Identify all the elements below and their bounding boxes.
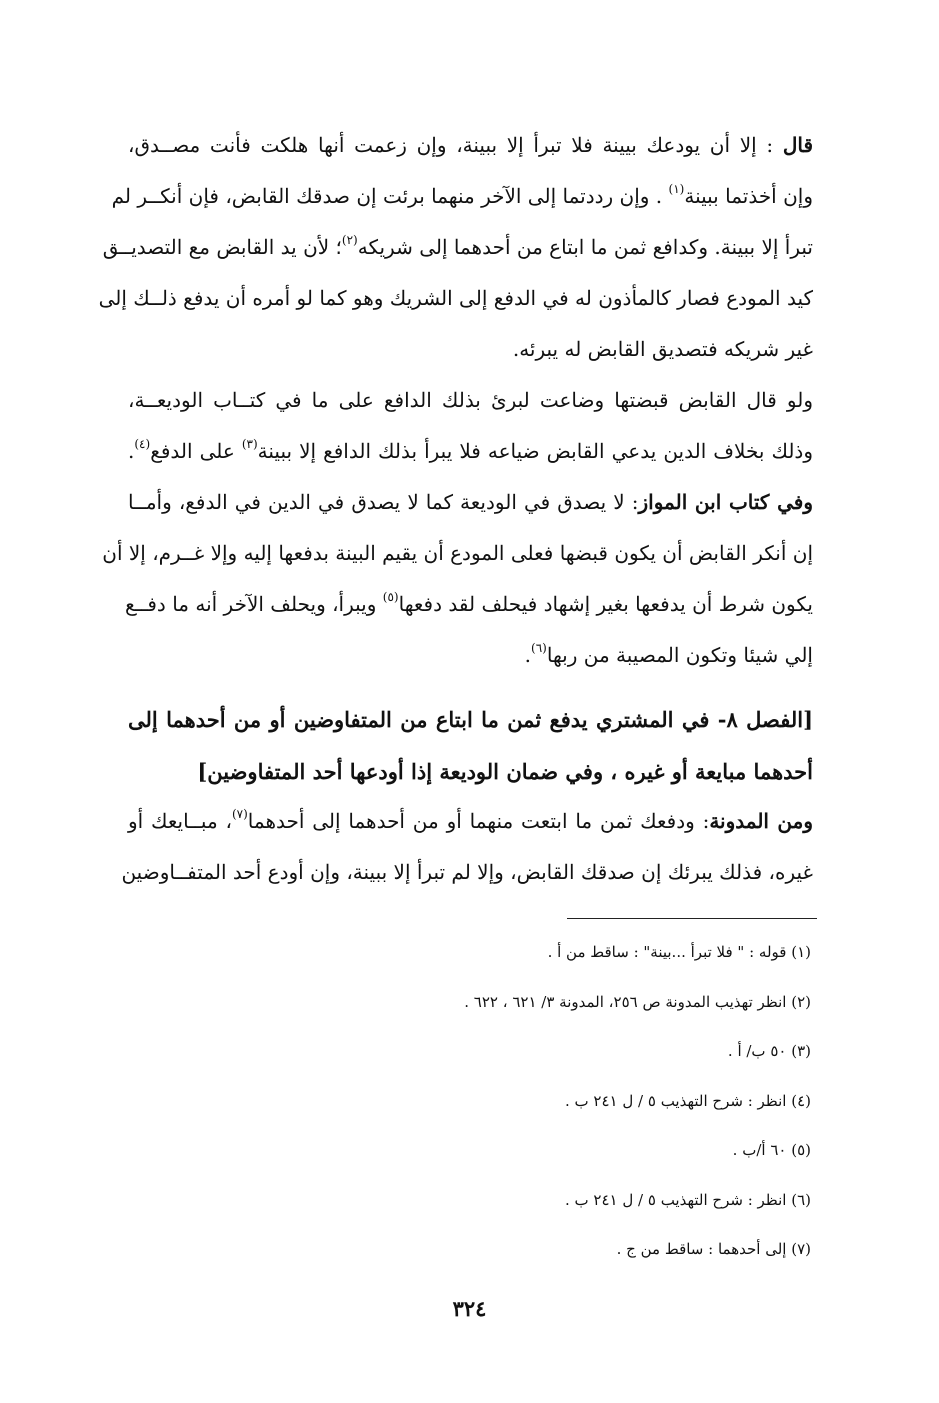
footnote-ref: (٢) xyxy=(341,233,358,247)
lead-word: ومن المدونة xyxy=(709,809,814,833)
footnote: (٦) انظر : شرح التهذيب ٥ / ل ٢٤١ ب . xyxy=(564,1190,811,1209)
text-line: ولو قال القابض قبضتها وضاعت لبرئ بذلك الدافع على ما في كتــاب الوديعــة، xyxy=(128,388,813,412)
lead-word: وفي كتاب ابن المواز xyxy=(638,490,813,514)
text-line: إلي شيئا وتكون المصيبة من ربها$^{(٦)}$. xyxy=(524,641,813,667)
text-line: وإن أخذتما ببينة$^{(١)}$ . وإن رددتما إلى الآخر منهما برئت إن صدقك القابض، فإن أنكــر لم xyxy=(111,182,813,208)
page-number: ٣٢٤ xyxy=(452,1296,487,1321)
section-heading xyxy=(128,694,813,798)
text-line: تبرأ إلا ببينة. وكدافع ثمن ما ابتاع من أحدهما إلى شريكه$^{(٢)}$؛ لأن يد القابض مع التصديــق xyxy=(102,233,813,259)
text-line: ومن المدونة: ودفعك ثمن ما ابتعت منهما أو من أحدهما إلى أحدهما$^{(٧)}$، مبــايعك أو xyxy=(128,807,814,833)
text-line: وذلك بخلاف الدين يدعي القابض ضياعه فلا يبرأ بذلك الدافع إلا ببينة$^{(٣)}$ على الدفع$^{(٤)}$. xyxy=(128,437,813,463)
footnote: (٢) انظر تهذيب المدونة ص ٢٥٦، المدونة ٣/ ٦٢١ ، ٦٢٢ . xyxy=(464,992,811,1011)
heading-line: [الفصل ٨- في المشتري يدفع ثمن ما ابتاع من المتفاوضين أو من أحدهما إلى xyxy=(128,707,814,732)
footnote-ref: (٦) xyxy=(531,641,547,655)
footnote-ref: (٤) xyxy=(134,437,151,451)
lead-word: قال xyxy=(782,133,813,157)
section-text xyxy=(121,796,814,898)
text-line: غيره، فذلك يبرئك إن صدقك القابض، وإلا لم تبرأ إلا ببينة، وإن أودع أحد المتفــاوضين xyxy=(121,860,813,884)
footnote: (٣) ٥٠ ب/ أ . xyxy=(727,1042,811,1060)
text-line: وفي كتاب ابن المواز: لا يصدق في الوديعة كما لا يصدق في الدين في الدفع، وأمــا xyxy=(128,490,813,514)
text-line: إن أنكر القابض أن يكون قبضها فعلى المودع أن يقيم البينة بدفعها إليه وإلا غــرم، إلا أن xyxy=(102,541,813,565)
footnote: (٧) إلى أحدهما : ساقط من ج . xyxy=(616,1240,811,1258)
heading-line: أحدهما مبايعة أو غيره ، وفي ضمان الوديعة إذا أودعها أحد المتفاوضين] xyxy=(197,759,813,784)
footnotes xyxy=(128,928,811,1275)
footnote-ref: (٣) xyxy=(241,437,258,451)
main-text xyxy=(98,120,813,681)
footnote-divider xyxy=(567,918,817,919)
footnote-ref: (٧) xyxy=(231,807,248,821)
text-line: غير شريكه فتصديق القابض له يبرئه. xyxy=(512,337,813,361)
footnote: (٤) انظر : شرح التهذيب ٥ / ل ٢٤١ ب . xyxy=(564,1091,811,1110)
footnote: (٥) ٦٠ أ/ب . xyxy=(732,1141,811,1159)
text-line: يكون شرط أن يدفعها بغير إشهاد فيحلف لقد دفعها$^{(٥)}$ ويبرأ، ويحلف الآخر أنه ما دفــع xyxy=(125,590,813,616)
footnote: (١) قوله : " فلا تبرأ ...بينة" : ساقط من أ . xyxy=(547,943,811,961)
text-line: قال : إلا أن يودعك بيينة فلا تبرأ إلا ببينة، وإن زعمت أنها هلكت فأنت مصــدق، xyxy=(128,133,813,157)
text-line: كيد المودع فصار كالمأذون له في الدفع إلى الشريك وهو كما لو أمره أن يدفع ذلــك إلى xyxy=(98,286,813,310)
footnote-ref: (١) xyxy=(668,182,685,196)
footnote-ref: (٥) xyxy=(382,590,399,604)
